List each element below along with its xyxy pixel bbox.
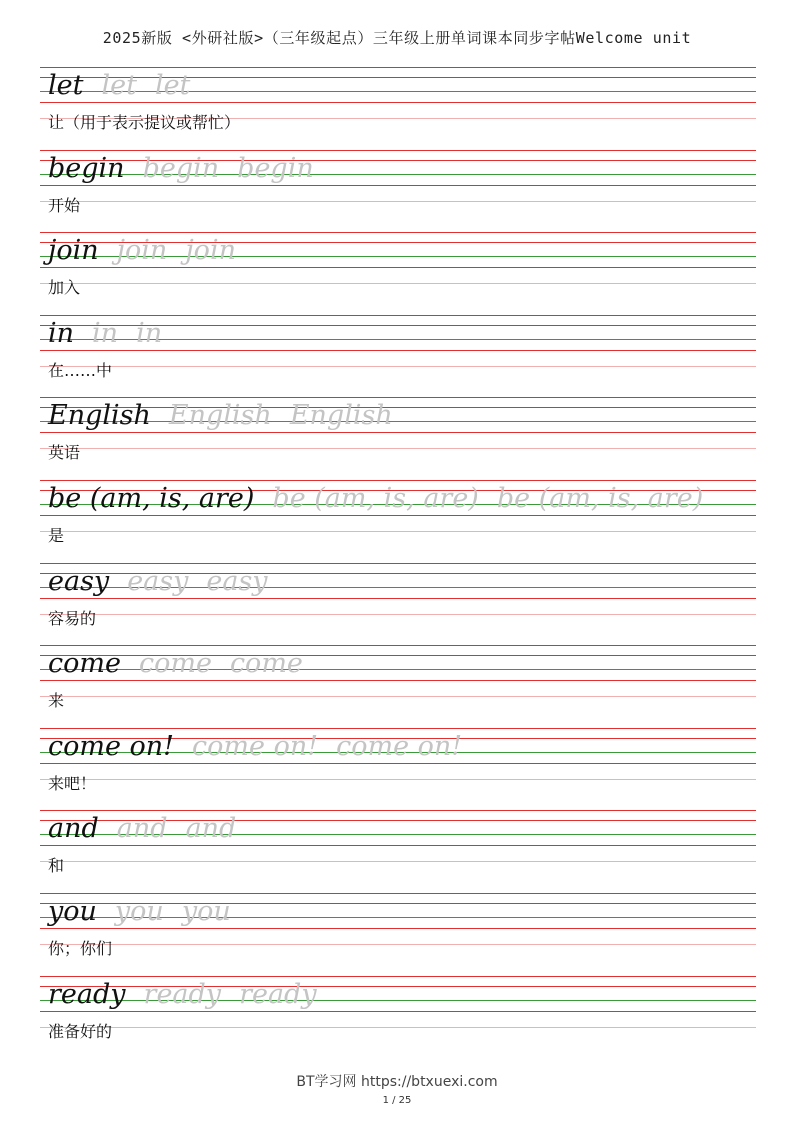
word-trace: begin xyxy=(237,152,314,184)
word-row xyxy=(48,645,303,679)
guide-line xyxy=(40,1027,756,1028)
word-main: easy xyxy=(48,565,110,597)
guide-line xyxy=(40,928,756,929)
guide-line xyxy=(40,432,756,433)
word-meaning: 来吧！ xyxy=(48,773,97,793)
word-trace: come on! xyxy=(336,730,463,762)
word-trace: let xyxy=(154,70,191,101)
word-trace: in xyxy=(92,317,119,349)
word-trace: be (am, is, are) xyxy=(496,483,704,514)
word-row xyxy=(48,810,236,844)
word-row xyxy=(48,728,462,762)
word-meaning: 在……中 xyxy=(48,360,113,380)
guide-line xyxy=(40,185,756,186)
word-trace: join xyxy=(185,235,236,267)
word-trace: be (am, is, are) xyxy=(272,483,479,514)
guide-line xyxy=(40,267,756,268)
vocab-entry xyxy=(40,150,756,232)
vocab-entry xyxy=(40,810,756,892)
word-trace: come xyxy=(138,648,212,680)
word-trace: you xyxy=(181,896,231,927)
word-main: and xyxy=(48,813,99,845)
word-trace: in xyxy=(136,317,163,349)
word-trace: ready xyxy=(239,978,317,1010)
word-row xyxy=(48,67,190,101)
word-row xyxy=(48,397,393,431)
guide-line xyxy=(40,1011,756,1012)
guide-line xyxy=(40,845,756,846)
word-main: be (am, is, are) xyxy=(48,483,255,514)
guide-line xyxy=(40,201,756,202)
guide-line xyxy=(40,448,756,449)
word-trace: easy xyxy=(206,565,268,597)
word-trace: and xyxy=(116,813,168,845)
word-meaning: 英语 xyxy=(48,443,81,463)
word-row xyxy=(48,563,268,597)
word-main: English xyxy=(48,400,151,432)
guide-line xyxy=(40,861,756,862)
word-meaning: 加入 xyxy=(48,278,81,298)
guide-line xyxy=(40,102,756,103)
vocab-entry xyxy=(40,480,756,562)
word-trace: and xyxy=(185,813,237,845)
vocab-entry xyxy=(40,976,756,1058)
word-main: ready xyxy=(48,978,126,1010)
guide-line xyxy=(40,614,756,615)
word-trace: join xyxy=(116,235,168,267)
guide-line xyxy=(40,944,756,945)
guide-line xyxy=(40,366,756,367)
word-meaning: 让（用于表示提议或帮忙） xyxy=(48,113,241,132)
vocab-entry xyxy=(40,893,756,975)
word-main: join xyxy=(48,235,99,267)
word-trace: English xyxy=(168,400,272,432)
word-meaning: 来 xyxy=(48,691,65,711)
word-row xyxy=(48,232,236,266)
guide-line xyxy=(40,763,756,764)
word-row xyxy=(48,976,317,1010)
footer-site: BT学习网 https://btxuexi.com xyxy=(296,1074,498,1090)
word-trace: come xyxy=(229,648,303,680)
word-meaning: 开始 xyxy=(48,195,81,215)
word-trace: ready xyxy=(143,978,222,1010)
word-main: come xyxy=(48,648,121,680)
word-meaning: 和 xyxy=(48,856,65,876)
vocab-entry xyxy=(40,645,756,727)
word-row xyxy=(48,150,314,184)
word-trace: you xyxy=(114,896,164,927)
guide-line xyxy=(40,696,756,697)
vocab-entry xyxy=(40,67,756,149)
vocab-entry xyxy=(40,397,756,479)
word-main: you xyxy=(48,896,97,927)
page-title: 2025新版 <外研社版>（三年级起点）三年级上册单词课本同步字帖Welcome unit xyxy=(102,29,692,47)
word-trace: easy xyxy=(127,565,189,597)
vocab-entry xyxy=(40,232,756,314)
word-main: in xyxy=(48,317,75,349)
vocab-entry xyxy=(40,563,756,645)
guide-line xyxy=(40,598,756,599)
guide-line xyxy=(40,283,756,284)
guide-line xyxy=(40,515,756,516)
guide-line xyxy=(40,350,756,351)
word-main: come on! xyxy=(48,730,175,762)
word-meaning: 容易的 xyxy=(48,608,97,628)
word-row xyxy=(48,315,162,349)
word-trace: let xyxy=(101,70,137,101)
guide-line xyxy=(40,531,756,532)
vocab-entry xyxy=(40,315,756,397)
word-trace: begin xyxy=(142,152,220,184)
guide-line xyxy=(40,680,756,681)
word-meaning: 是 xyxy=(48,526,65,545)
word-main: let xyxy=(48,70,84,101)
word-main: begin xyxy=(48,152,125,184)
guide-line xyxy=(40,779,756,780)
word-meaning: 你；你们 xyxy=(48,939,113,958)
word-row xyxy=(48,480,703,514)
word-trace: English xyxy=(289,400,393,432)
word-row xyxy=(48,893,231,927)
vocab-entry xyxy=(40,728,756,810)
word-meaning: 准备好的 xyxy=(48,1021,113,1041)
word-trace: come on! xyxy=(192,730,319,762)
page-number: 1 / 25 xyxy=(382,1095,412,1106)
